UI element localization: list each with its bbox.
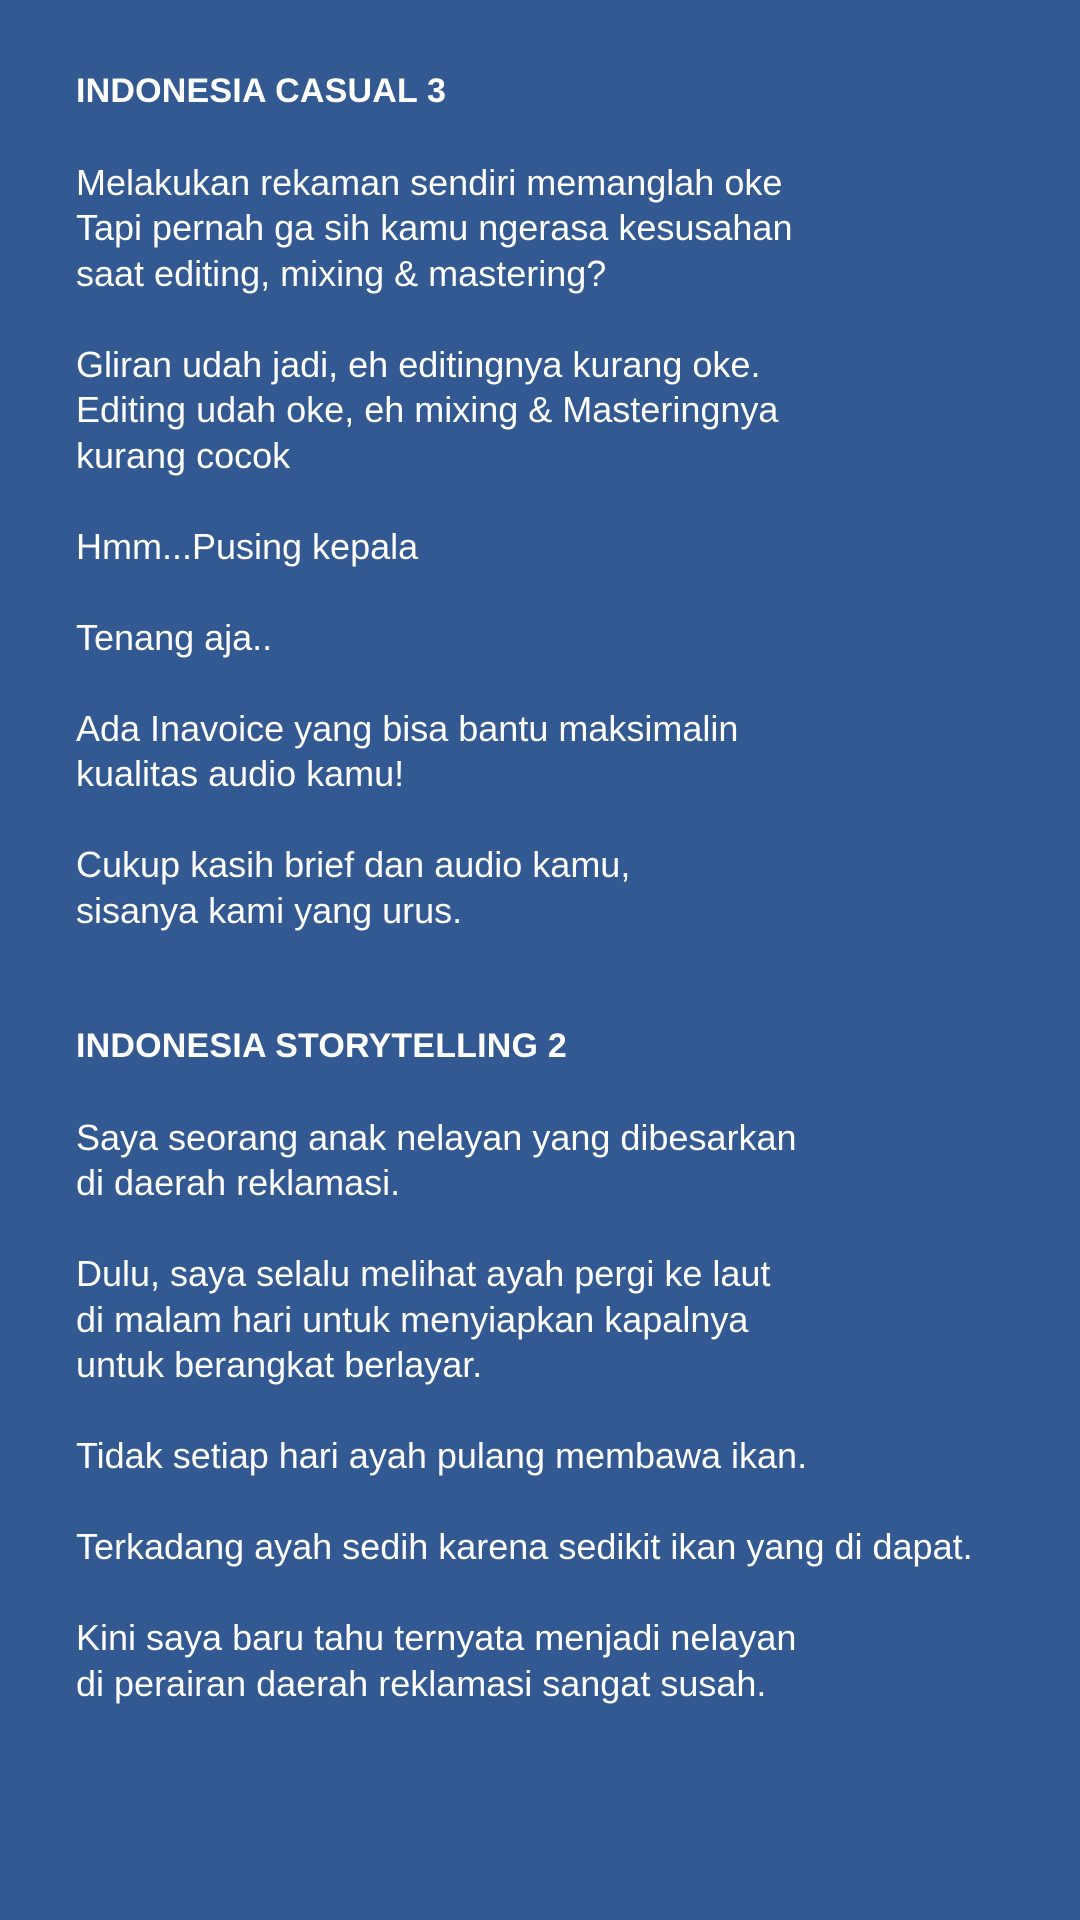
text-line: Gliran udah jadi, eh editingnya kurang oke. bbox=[76, 343, 761, 385]
paragraph bbox=[76, 160, 1080, 297]
paragraph bbox=[76, 1615, 1080, 1706]
section-casual-3 bbox=[76, 68, 1080, 933]
text-line: Dulu, saya selalu melihat ayah pergi ke laut bbox=[76, 1253, 771, 1294]
text-line: kualitas audio kamu! bbox=[76, 753, 405, 794]
paragraph bbox=[76, 1433, 1080, 1479]
text-line: Melakukan rekaman sendiri memanglah oke bbox=[76, 161, 783, 203]
text-line: saat editing, mixing & mastering? bbox=[76, 252, 607, 294]
text-line: sisanya kami yang urus. bbox=[76, 889, 463, 931]
text-line: untuk berangkat berlayar. bbox=[76, 1344, 483, 1385]
text-line: Editing udah oke, eh mixing & Masteringnya bbox=[76, 389, 779, 430]
paragraph bbox=[76, 842, 1080, 933]
text-line: di malam hari untuk menyiapkan kapalnya bbox=[76, 1298, 749, 1340]
section-storytelling-2 bbox=[76, 1023, 1080, 1706]
text-line: di daerah reklamasi. bbox=[76, 1162, 401, 1203]
paragraph bbox=[76, 1115, 1080, 1206]
text-line: Cukup kasih brief dan audio kamu, bbox=[76, 844, 631, 885]
text-line: di perairan daerah reklamasi sangat susah. bbox=[76, 1662, 767, 1704]
section-title: INDONESIA STORYTELLING 2 bbox=[76, 1027, 567, 1065]
paragraph bbox=[76, 615, 1080, 661]
text-line: Tapi pernah ga sih kamu ngerasa kesusahan bbox=[76, 207, 793, 248]
text-line: Tidak setiap hari ayah pulang membawa ikan. bbox=[76, 1435, 808, 1476]
text-line: kurang cocok bbox=[76, 434, 291, 476]
paragraph bbox=[76, 1251, 1080, 1388]
paragraph bbox=[76, 1524, 1080, 1570]
text-line: Kini saya baru tahu ternyata menjadi nelayan bbox=[76, 1617, 797, 1658]
paragraph bbox=[76, 706, 1080, 797]
paragraph bbox=[76, 342, 1080, 479]
paragraph bbox=[76, 524, 1080, 570]
text-line: Hmm...Pusing kepala bbox=[76, 525, 419, 567]
text-line: Saya seorang anak nelayan yang dibesarkan bbox=[76, 1116, 797, 1158]
section-title: INDONESIA CASUAL 3 bbox=[76, 72, 447, 110]
text-line: Terkadang ayah sedih karena sedikit ikan yang di dapat. bbox=[76, 1526, 973, 1567]
text-line: Ada Inavoice yang bisa bantu maksimalin bbox=[76, 707, 739, 749]
text-line: Tenang aja.. bbox=[76, 616, 273, 658]
